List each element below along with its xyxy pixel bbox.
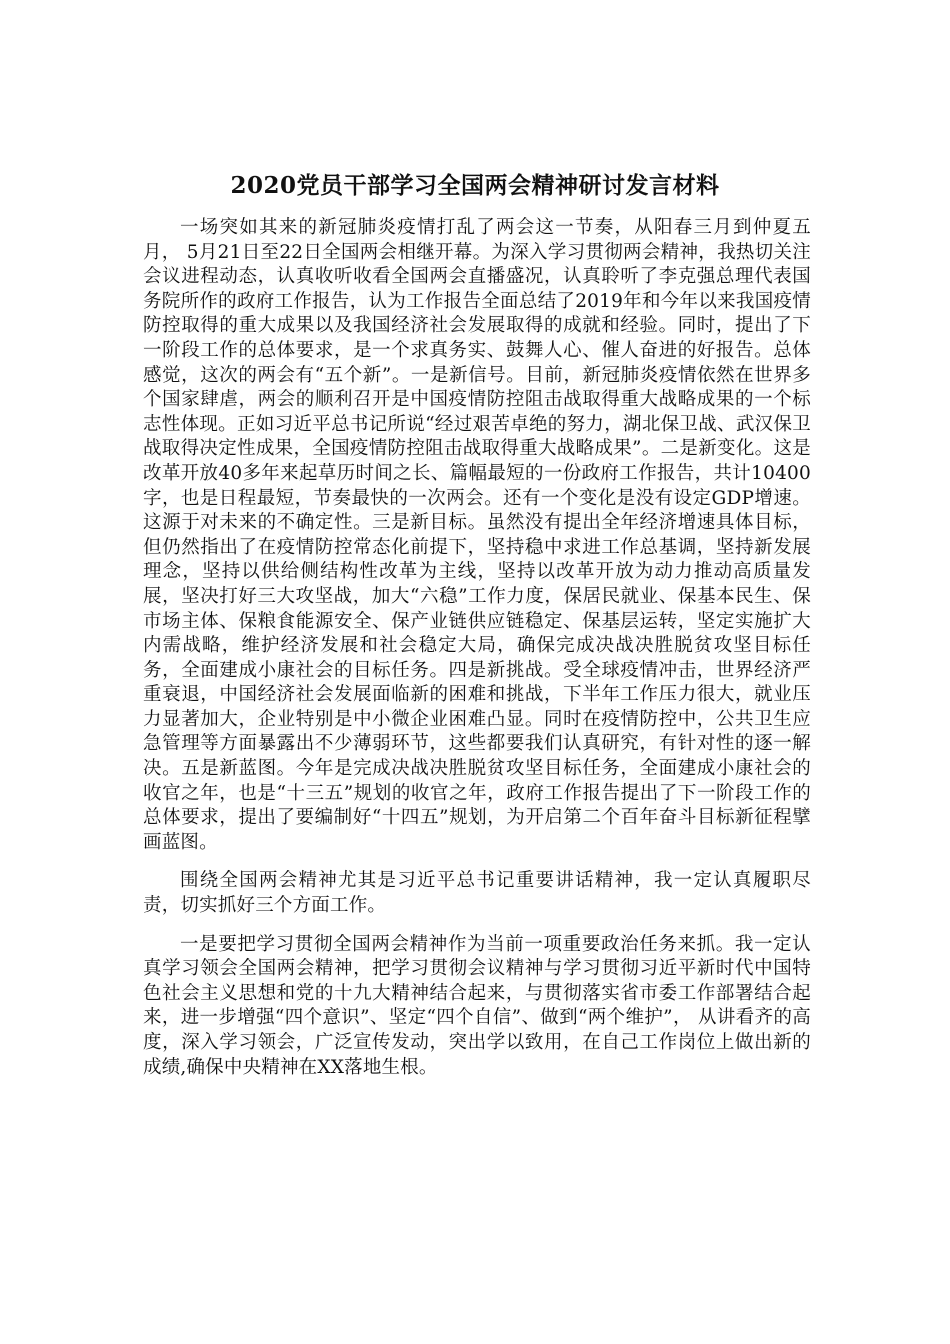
document-title: 2020党员干部学习全国两会精神研讨发言材料 [230, 172, 720, 199]
paragraph-3: 一是要把学习贯彻全国两会精神作为当前一项重要政治任务来抓。我一定认真学习领会全国两会精神，把学习贯彻会议精神与学习贯彻习近平新时代中国特色社会主义思想和党的十九大精神结合起来，与贯彻落实省市委工作部署结合起来，进一步增强“四个意识”、坚定“四个自信”、做到“两个维护”， 从讲看齐的高度，深入学习领会，广泛宣传发动，突出学以致用，在自己工作岗位上做出新的成绩,确保中央精神在XX落地生根。 [143, 933, 811, 1078]
paragraph-1: 一场突如其来的新冠肺炎疫情打乱了两会这一节奏，从阳春三月到仲夏五月， 5月21日至22日全国两会相继开幕。为深入学习贯彻两会精神，我热切关注会议进程动态，认真收听收看全国两会直播盛况，认真聆听了李克强总理代表国务院所作的政府工作报告，认为工作报告全面总结了2019年和今年以来我国疫情防控取得的重大成果以及我国经济社会发展取得的成就和经验。同时，提出了下一阶段工作的总体要求，是一个求真务实、鼓舞人心、催人奋进的好报告。总体感觉，这次的两会有“五个新”。一是新信号。目前，新冠肺炎疫情依然在世界多个国家肆虐，两会的顺利召开是中国疫情防控阻击战取得重大战略成果的一个标志性体现。正如习近平总书记所说“经过艰苦卓绝的努力，湖北保卫战、武汉保卫战取得决定性成果，全国疫情防控阻击战取得重大战略成果”。二是新变化。这是改革开放40多年来起草历时间之长、篇幅最短的一份政府工作报告，共计10400字，也是日程最短，节奏最快的一次两会。还有一个变化是没有设定GDP增速。这源于对未来的不确定性。三是新目标。虽然没有提出全年经济增速具体目标，但仍然指出了在疫情防控常态化前提下，坚持稳中求进工作总基调，坚持新发展理念，坚持以供给侧结构性改革为主线，坚持以改革开放为动力推动高质量发展，坚决打好三大攻坚战，加大“六稳”工作力度，保居民就业、保基本民生、保市场主体、保粮食能源安全、保产业链供应链稳定、保基层运转，坚定实施扩大内需战略，维护经济发展和社会稳定大局，确保完成决战决胜脱贫攻坚目标任务，全面建成小康社会的目标任务。四是新挑战。受全球疫情冲击，世界经济严重衰退，中国经济社会发展面临新的困难和挑战，下半年工作压力很大，就业压力显著加大，企业特别是中小微企业困难凸显。同时在疫情防控中，公共卫生应急管理等方面暴露出不少薄弱环节，这些都要我们认真研究，有针对性的逐一解决。五是新蓝图。今年是完成决战决胜脱贫攻坚目标任务，全面建成小康社会的收官之年，也是“十三五”规划的收官之年，政府工作报告提出了下一阶段工作的总体要求，提出了要编制好“十四五”规划，为开启第二个百年奋斗目标新征程擘画蓝图。 [143, 217, 811, 853]
document-body [143, 216, 811, 1094]
paragraph-2: 围绕全国两会精神尤其是习近平总书记重要讲话精神，我一定认真履职尽责，切实抓好三个方面工作。 [143, 870, 811, 917]
